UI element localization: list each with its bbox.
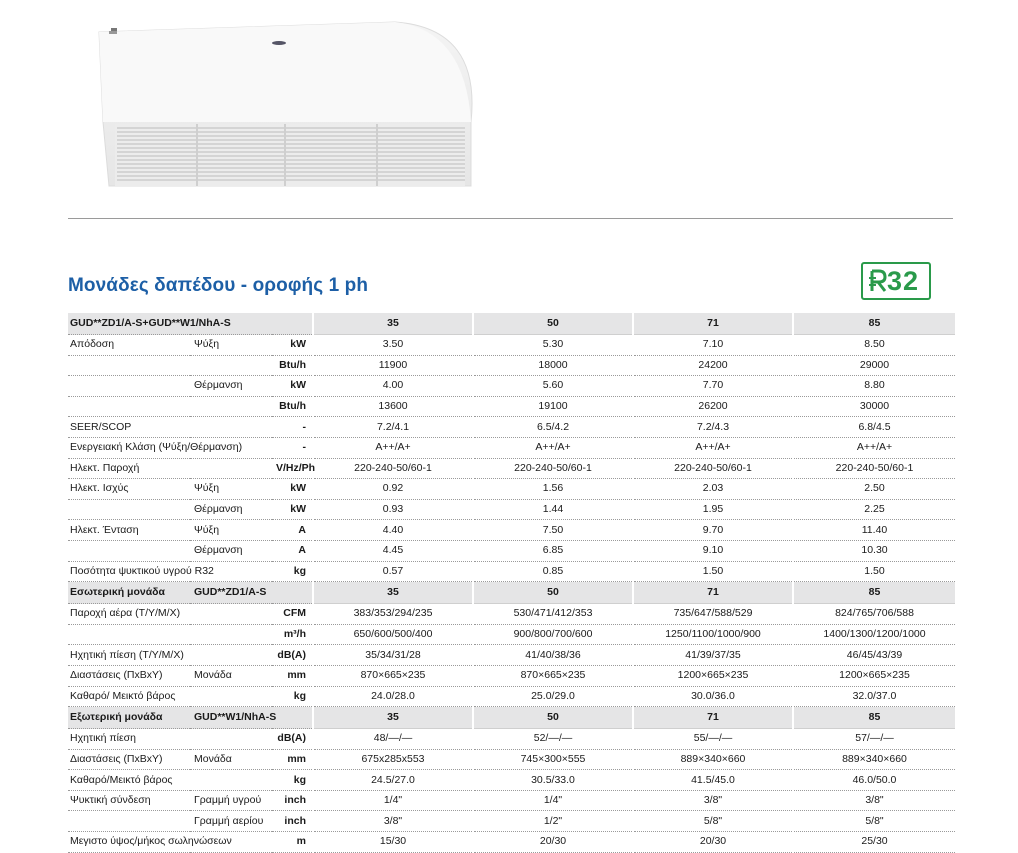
value-cell: 13600 (314, 396, 472, 417)
parameter-sublabel (190, 604, 272, 625)
parameter-label (68, 376, 190, 397)
table-row (68, 749, 955, 770)
parameter-label: Μεγιστο ύψος/μήκος σωληνώσεων (68, 832, 190, 853)
parameter-sublabel: Ψύξη (190, 479, 272, 500)
model-size-header: 85 (794, 313, 955, 335)
value-cell: 7.2/4.3 (634, 417, 792, 438)
parameter-sublabel: Ψύξη (190, 335, 272, 356)
parameter-label: SEER/SCOP (68, 417, 190, 438)
parameter-label (68, 624, 190, 645)
value-cell: 25.0/29.0 (474, 686, 632, 707)
value-cell: 1.44 (474, 499, 632, 520)
value-cell: 29000 (794, 355, 955, 376)
value-cell: 24.5/27.0 (314, 770, 472, 791)
value-cell: 52/—/— (474, 729, 632, 750)
unit-label (272, 707, 312, 729)
unit-label: dB(A) (272, 729, 312, 750)
value-cell: 220-240-50/60-1 (314, 458, 472, 479)
parameter-sublabel: Γραμμή υγρού (190, 790, 272, 811)
value-cell: 1.50 (634, 561, 792, 582)
unit-label: mm (272, 749, 312, 770)
parameter-label: Ποσότητα ψυκτικού υγρού R32 (68, 561, 190, 582)
value-cell: A++/A+ (314, 437, 472, 458)
value-cell: 2.25 (794, 499, 955, 520)
value-cell: 889×340×660 (794, 749, 955, 770)
value-cell: 26200 (634, 396, 792, 417)
unit-label: inch (272, 790, 312, 811)
value-cell: A++/A+ (794, 437, 955, 458)
value-cell: 7.10 (634, 335, 792, 356)
value-cell: 0.57 (314, 561, 472, 582)
value-cell: 71 (634, 707, 792, 729)
section-label: Εξωτερική μονάδα (68, 707, 190, 729)
value-cell: 1/4" (474, 790, 632, 811)
value-cell: 1200×665×235 (794, 665, 955, 686)
value-cell: 4.45 (314, 540, 472, 561)
section-title: Μονάδες δαπέδου - οροφής 1 ph (68, 275, 369, 296)
value-cell: 71 (634, 582, 792, 604)
value-cell: 6.5/4.2 (474, 417, 632, 438)
value-cell: 25/30 (794, 832, 955, 853)
parameter-sublabel: Μονάδα (190, 749, 272, 770)
table-row (68, 417, 955, 438)
value-cell: 0.92 (314, 479, 472, 500)
table-row (68, 832, 955, 853)
value-cell: 9.10 (634, 540, 792, 561)
value-cell: 900/800/700/600 (474, 624, 632, 645)
table-row (68, 624, 955, 645)
value-cell: 11900 (314, 355, 472, 376)
model-size-header: 35 (314, 313, 472, 335)
value-cell: 18000 (474, 355, 632, 376)
value-cell: 55/—/— (634, 729, 792, 750)
unit-label: dB(A) (272, 645, 312, 666)
value-cell: 19100 (474, 396, 632, 417)
table-row (68, 499, 955, 520)
value-cell: 20/30 (474, 832, 632, 853)
value-cell: 824/765/706/588 (794, 604, 955, 625)
parameter-label (68, 499, 190, 520)
value-cell: 5/8" (794, 811, 955, 832)
parameter-label (68, 355, 190, 376)
section-model: GUD**ZD1/A-S (190, 582, 272, 604)
table-row (68, 520, 955, 541)
unit-label: Btu/h (272, 355, 312, 376)
table-row (68, 335, 955, 356)
value-cell: 5.30 (474, 335, 632, 356)
value-cell: 1.56 (474, 479, 632, 500)
parameter-label: Απόδοση (68, 335, 190, 356)
value-cell: 46/45/43/39 (794, 645, 955, 666)
section-header-row (68, 707, 955, 729)
model-size-header: 50 (474, 313, 632, 335)
value-cell: 220-240-50/60-1 (634, 458, 792, 479)
value-cell: 675x285x553 (314, 749, 472, 770)
parameter-sublabel: Μονάδα (190, 665, 272, 686)
parameter-label: Ψυκτική σύνδεση (68, 790, 190, 811)
section-label: Εσωτερική μονάδα (68, 582, 190, 604)
unit-label: kg (272, 770, 312, 791)
value-cell: 20/30 (634, 832, 792, 853)
value-cell: 870×665×235 (474, 665, 632, 686)
unit-label: mm (272, 665, 312, 686)
section-divider (68, 218, 953, 219)
table-row (68, 437, 955, 458)
parameter-label (68, 811, 190, 832)
unit-label: kg (272, 561, 312, 582)
specifications-table (68, 313, 955, 853)
parameter-label: Διαστάσεις (ΠxΒxΥ) (68, 665, 190, 686)
value-cell: 1200×665×235 (634, 665, 792, 686)
parameter-sublabel (190, 770, 272, 791)
badge-text: 32 (887, 266, 920, 296)
parameter-label: Ηλεκτ. Ισχύς (68, 479, 190, 500)
model-header: GUD**ZD1/A-S+GUD**W1/NhA-S (68, 313, 312, 335)
value-cell: 41/40/38/36 (474, 645, 632, 666)
value-cell: A++/A+ (474, 437, 632, 458)
parameter-label: Καθαρό/ Μεικτό βάρος (68, 686, 190, 707)
value-cell: 889×340×660 (634, 749, 792, 770)
table-row (68, 645, 955, 666)
value-cell: 11.40 (794, 520, 955, 541)
parameter-sublabel (190, 624, 272, 645)
value-cell: 1400/1300/1200/1000 (794, 624, 955, 645)
value-cell: 50 (474, 707, 632, 729)
parameter-sublabel: Ψύξη (190, 520, 272, 541)
unit-label: m (272, 832, 312, 853)
table-row (68, 790, 955, 811)
value-cell: 30.0/36.0 (634, 686, 792, 707)
air-conditioner-unit-image (95, 18, 481, 190)
unit-label: kW (272, 335, 312, 356)
value-cell: 50 (474, 582, 632, 604)
value-cell: 7.2/4.1 (314, 417, 472, 438)
value-cell: 30000 (794, 396, 955, 417)
value-cell: 35 (314, 707, 472, 729)
parameter-sublabel: Θέρμανση (190, 499, 272, 520)
value-cell: 32.0/37.0 (794, 686, 955, 707)
value-cell: 5.60 (474, 376, 632, 397)
parameter-sublabel (190, 645, 272, 666)
table-row (68, 811, 955, 832)
unit-label: CFM (272, 604, 312, 625)
parameter-label: Παροχή αέρα (Τ/Υ/Μ/Χ) (68, 604, 190, 625)
parameter-sublabel: Θέρμανση (190, 376, 272, 397)
unit-label: A (272, 520, 312, 541)
table-row (68, 540, 955, 561)
parameter-sublabel: Θέρμανση (190, 540, 272, 561)
parameter-label: Ηχητική πίεση (Τ/Υ/Μ/Χ) (68, 645, 190, 666)
unit-label (272, 582, 312, 604)
value-cell: 8.50 (794, 335, 955, 356)
table-row (68, 729, 955, 750)
table-row (68, 458, 955, 479)
parameter-label: Καθαρό/Μεικτό βάρος (68, 770, 190, 791)
parameter-label: Ηλεκτ. Παροχή (68, 458, 190, 479)
value-cell: 650/600/500/400 (314, 624, 472, 645)
table-row (68, 561, 955, 582)
parameter-sublabel (190, 417, 272, 438)
section-header-row (68, 582, 955, 604)
value-cell: 530/471/412/353 (474, 604, 632, 625)
table-header-row (68, 313, 955, 335)
value-cell: 41.5/45.0 (634, 770, 792, 791)
parameter-sublabel (190, 355, 272, 376)
value-cell: 30.5/33.0 (474, 770, 632, 791)
unit-label: V/Hz/Ph (272, 458, 312, 479)
value-cell: 870×665×235 (314, 665, 472, 686)
value-cell: 35 (314, 582, 472, 604)
value-cell: 8.80 (794, 376, 955, 397)
value-cell: 1250/1100/1000/900 (634, 624, 792, 645)
table-row (68, 604, 955, 625)
parameter-sublabel (190, 729, 272, 750)
value-cell: 10.30 (794, 540, 955, 561)
value-cell: 383/353/294/235 (314, 604, 472, 625)
unit-label: kW (272, 376, 312, 397)
unit-label: inch (272, 811, 312, 832)
value-cell: 3/8" (314, 811, 472, 832)
parameter-label: Ενεργειακή Κλάση (Ψύξη/Θέρμανση) (68, 437, 190, 458)
unit-label: kg (272, 686, 312, 707)
value-cell: 735/647/588/529 (634, 604, 792, 625)
parameter-sublabel (190, 686, 272, 707)
value-cell: 46.0/50.0 (794, 770, 955, 791)
value-cell: 35/34/31/28 (314, 645, 472, 666)
value-cell: 5/8" (634, 811, 792, 832)
value-cell: 745×300×555 (474, 749, 632, 770)
value-cell: 2.03 (634, 479, 792, 500)
value-cell: 24200 (634, 355, 792, 376)
parameter-label (68, 540, 190, 561)
value-cell: 3/8" (634, 790, 792, 811)
unit-label: kW (272, 479, 312, 500)
value-cell: 9.70 (634, 520, 792, 541)
value-cell: 220-240-50/60-1 (474, 458, 632, 479)
table-row (68, 686, 955, 707)
unit-label: m³/h (272, 624, 312, 645)
value-cell: 3.50 (314, 335, 472, 356)
value-cell: 41/39/37/35 (634, 645, 792, 666)
parameter-label: Ηχητική πίεση (68, 729, 190, 750)
parameter-label (68, 396, 190, 417)
value-cell: 85 (794, 582, 955, 604)
parameter-sublabel (190, 396, 272, 417)
table-row (68, 396, 955, 417)
value-cell: 220-240-50/60-1 (794, 458, 955, 479)
unit-label: - (272, 437, 312, 458)
model-size-header: 71 (634, 313, 792, 335)
value-cell: 6.8/4.5 (794, 417, 955, 438)
value-cell: 85 (794, 707, 955, 729)
table-row (68, 376, 955, 397)
value-cell: 4.40 (314, 520, 472, 541)
table-row (68, 355, 955, 376)
unit-label: A (272, 540, 312, 561)
r32-refrigerant-badge (861, 262, 931, 300)
value-cell: 1/2" (474, 811, 632, 832)
value-cell: 15/30 (314, 832, 472, 853)
table-row (68, 770, 955, 791)
table-row (68, 479, 955, 500)
value-cell: 7.70 (634, 376, 792, 397)
value-cell: 48/—/— (314, 729, 472, 750)
parameter-label: Διαστάσεις (ΠxΒxΥ) (68, 749, 190, 770)
value-cell: 57/—/— (794, 729, 955, 750)
parameter-sublabel: Γραμμή αερίου (190, 811, 272, 832)
value-cell: 7.50 (474, 520, 632, 541)
unit-label: kW (272, 499, 312, 520)
section-model: GUD**W1/NhA-S (190, 707, 272, 729)
refrigerant-r-icon (869, 269, 887, 293)
value-cell: 0.85 (474, 561, 632, 582)
value-cell: 1/4" (314, 790, 472, 811)
value-cell: 24.0/28.0 (314, 686, 472, 707)
parameter-sublabel (190, 458, 272, 479)
specifications-table-body (68, 313, 955, 852)
value-cell: A++/A+ (634, 437, 792, 458)
parameter-label: Ηλεκτ. Ένταση (68, 520, 190, 541)
unit-label: Btu/h (272, 396, 312, 417)
value-cell: 4.00 (314, 376, 472, 397)
value-cell: 2.50 (794, 479, 955, 500)
unit-label: - (272, 417, 312, 438)
value-cell: 0.93 (314, 499, 472, 520)
value-cell: 6.85 (474, 540, 632, 561)
value-cell: 1.50 (794, 561, 955, 582)
value-cell: 1.95 (634, 499, 792, 520)
value-cell: 3/8" (794, 790, 955, 811)
table-row (68, 665, 955, 686)
